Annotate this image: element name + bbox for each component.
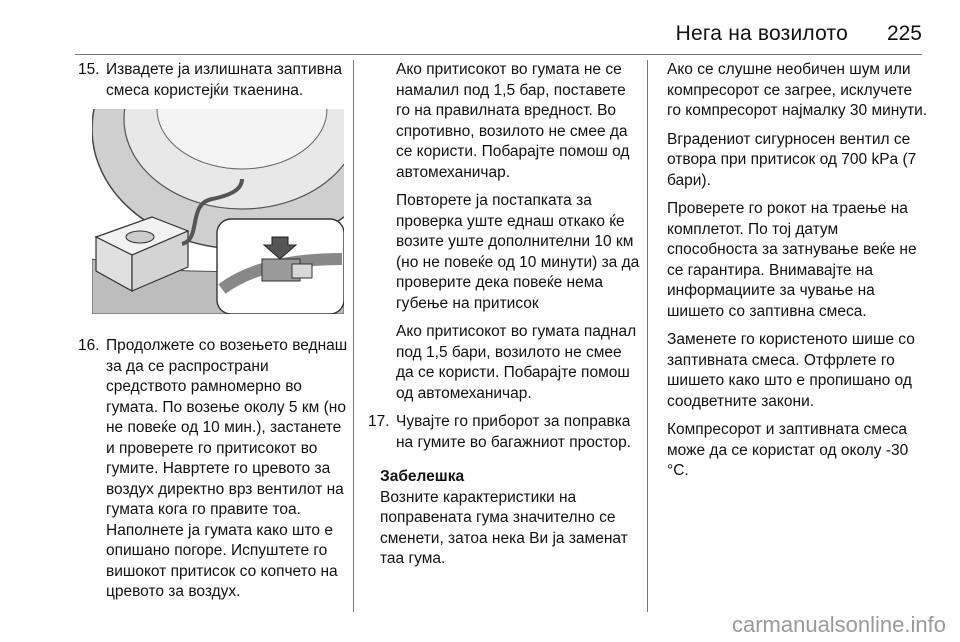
paragraph: Компресорот и заптивната смеса може да се користат од околу -30 °C. bbox=[667, 421, 909, 479]
step-text: Извадете ја излишната заптивна смеса користејќи ткаенина. bbox=[106, 61, 343, 99]
note-title: Забелешка bbox=[380, 468, 465, 485]
page-number: 225 bbox=[886, 22, 922, 45]
step-17 bbox=[368, 412, 640, 453]
page-header bbox=[0, 0, 960, 60]
column-divider-2 bbox=[647, 60, 648, 612]
illustration-icon bbox=[92, 109, 344, 314]
paragraph: Вградениот сигурносен вентил се отвора при притисок од 700 kPa (7 бари). bbox=[667, 130, 917, 189]
section-title: Нега на возилото bbox=[675, 22, 848, 45]
step-number: 15. bbox=[78, 61, 100, 78]
column-1 bbox=[78, 60, 348, 603]
step-text: Чувајте го приборот за поправка на гумите во багажниот простор. bbox=[396, 413, 632, 451]
paragraph: Заменете го користеното шише со заптивната смеса. Отфрлете го шишето како што е пропишано од соодветните закони. bbox=[667, 331, 915, 410]
paragraph: Ако притисокот во гумата паднал под 1,5 бари, возилото не смее да се користи. Побарајте помош од автомеханичар. bbox=[396, 323, 637, 402]
column-divider-1 bbox=[353, 60, 354, 612]
step-text: Продолжете со возењето веднаш за да се распространи средството рамномерно во гумата. По возење околу 5 км (но не повеќе од 10 мин.), застанете и проверете го притисокот во гумите. Навртете го цревото за воздух директно врз вентилот на гумата кога го правите тоа. Наполнете ја гумата како што е опишано погоре. Испуштете го вишокот притисок со копчето на цревото за воздух. bbox=[106, 337, 348, 600]
column-2 bbox=[368, 60, 640, 570]
column-3 bbox=[667, 60, 929, 490]
step-16 bbox=[78, 336, 348, 603]
header-rule bbox=[75, 54, 922, 55]
note-text: Возните карактеристики на поправената гума значително се сменети, затоа нека Ви ја заменат таа гума. bbox=[380, 488, 628, 567]
watermark: carmanualsonline.info bbox=[731, 612, 946, 637]
paragraph: Проверете го рокот на траење на комплетот. По тој датум способноста за затнување веќе не се гарантира. Внимавајте на информациите за чување на шишето со заптивна смеса. bbox=[667, 200, 917, 320]
paragraph: Ако притисокот во гумата не се намалил под 1,5 бар, поставете го на правилната вредност. Во спротивно, возилото не смее да се користи. Побарајте помош од автомеханичар. bbox=[396, 61, 630, 181]
step-15 bbox=[78, 60, 348, 101]
tyre-compressor-valve-illustration bbox=[92, 109, 344, 314]
paragraph: Повторете ја постапката за проверка уште еднаш откако ќе возите уште дополнителни 10 км (но не повеќе од 10 минути) за да проверите дека повеќе нема губење на притисок bbox=[396, 192, 640, 312]
paragraph: Ако се слушне необичен шум или компресорот се загрее, исклучете го компресорот најмалку 30 минути. bbox=[667, 61, 928, 119]
step-number: 17. bbox=[368, 413, 390, 430]
step-number: 16. bbox=[78, 337, 100, 354]
